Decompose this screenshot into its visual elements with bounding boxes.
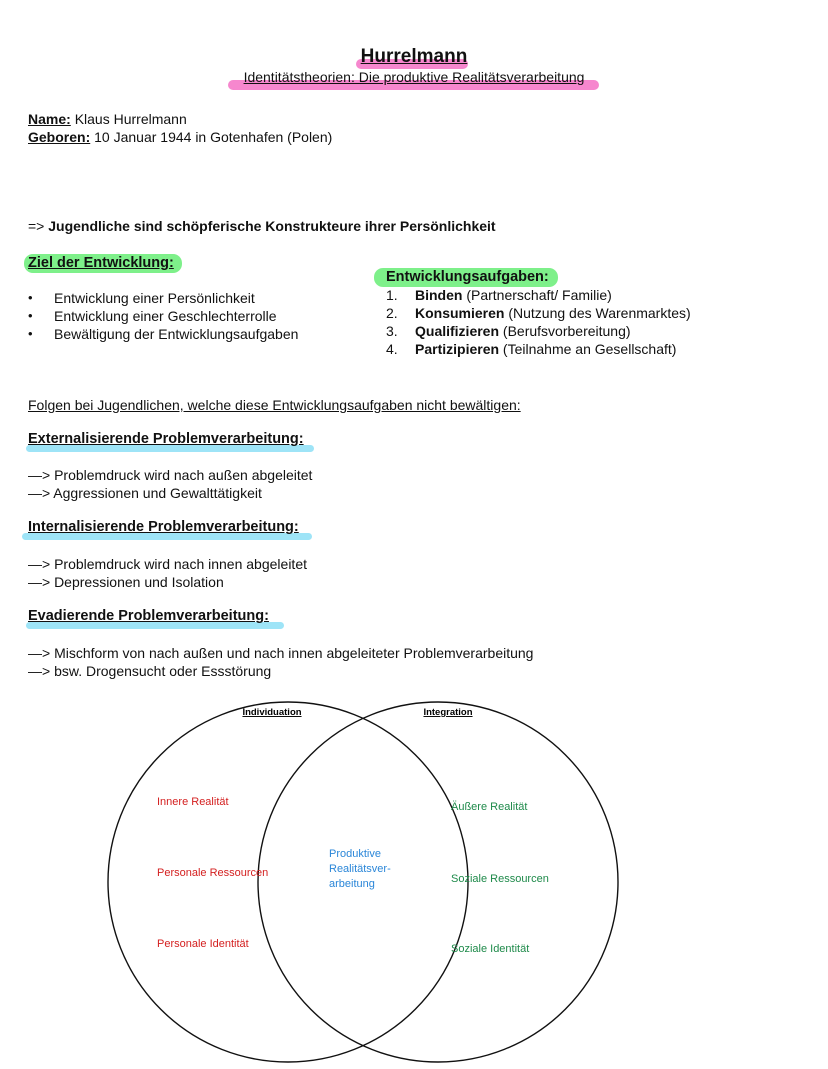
venn-left-item: Personale Ressourcen: [157, 867, 269, 879]
consequence-line: —> Problemdruck wird nach innen abgeleitet: [28, 556, 307, 572]
page-subtitle: Identitätstheorien: Die produktive Realitätsverarbeitung: [243, 69, 585, 85]
task-item: 1. Binden (Partnerschaft/ Familie): [386, 287, 612, 303]
section-lines-internalizing: [28, 555, 307, 591]
name-value: Klaus Hurrelmann: [74, 111, 187, 127]
page-title: Hurrelmann: [360, 46, 468, 67]
consequence-line: —> Aggressionen und Gewalttätigkeit: [28, 485, 262, 501]
venn-center-line: arbeitung: [329, 878, 375, 890]
goal-heading: Ziel der Entwicklung:: [28, 255, 174, 271]
name-label: Name:: [28, 111, 71, 127]
thesis-arrow: =>: [28, 218, 45, 234]
consequence-line: —> Depressionen und Isolation: [28, 574, 224, 590]
venn-right-item: Soziale Ressourcen: [451, 873, 549, 885]
venn-center-line: Realitätsver-: [329, 863, 391, 875]
section-heading-internalizing: Internalisierende Problemverarbeitung:: [28, 519, 299, 535]
task-item: 4. Partizipieren (Teilnahme an Gesellschaft): [386, 341, 677, 357]
born-line: [28, 129, 332, 145]
goal-list: [28, 289, 298, 343]
goal-item: • Entwicklung einer Persönlichkeit: [28, 289, 298, 307]
tasks-list: [386, 286, 691, 358]
venn-left-item: Personale Identität: [157, 938, 249, 950]
task-item: 2. Konsumieren (Nutzung des Warenmarktes): [386, 305, 691, 321]
venn-left-circle: [108, 702, 468, 1062]
born-label: Geboren:: [28, 129, 91, 145]
venn-right-circle: [258, 702, 618, 1062]
consequence-line: —> Mischform von nach außen und nach innen abgeleiteter Problemverarbeitung: [28, 645, 534, 661]
consequence-line: —> Problemdruck wird nach außen abgeleitet: [28, 467, 313, 483]
thesis-line: [28, 218, 496, 234]
goal-item: • Entwicklung einer Geschlechterrolle: [28, 307, 298, 325]
consequence-line: —> bsw. Drogensucht oder Essstörung: [28, 663, 272, 679]
venn-center-line: Produktive: [329, 848, 381, 860]
consequences-intro: Folgen bei Jugendlichen, welche diese Entwicklungsaufgaben nicht bewältigen:: [28, 397, 521, 413]
venn-right-item: Äußere Realität: [451, 801, 528, 813]
venn-diagram: [0, 695, 828, 1069]
section-lines-evading: [28, 644, 533, 680]
venn-right-title: Integration: [423, 707, 473, 718]
section-heading-externalizing: Externalisierende Problemverarbeitung:: [28, 431, 304, 447]
section-lines-externalizing: [28, 466, 312, 502]
venn-left-item: Innere Realität: [157, 796, 229, 808]
born-value: 10 Januar 1944 in Gotenhafen (Polen): [94, 129, 333, 145]
section-heading-evading: Evadierende Problemverarbeitung:: [28, 608, 269, 624]
task-item: 3. Qualifizieren (Berufsvorbereitung): [386, 323, 631, 339]
thesis-text: Jugendliche sind schöpferische Konstrukteure ihrer Persönlichkeit: [48, 218, 496, 234]
venn-left-title: Individuation: [242, 707, 302, 718]
venn-right-item: Soziale Identität: [451, 943, 530, 955]
name-line: [28, 111, 187, 127]
tasks-heading: Entwicklungsaufgaben:: [386, 269, 549, 285]
goal-item: • Bewältigung der Entwicklungsaufgaben: [28, 325, 298, 343]
